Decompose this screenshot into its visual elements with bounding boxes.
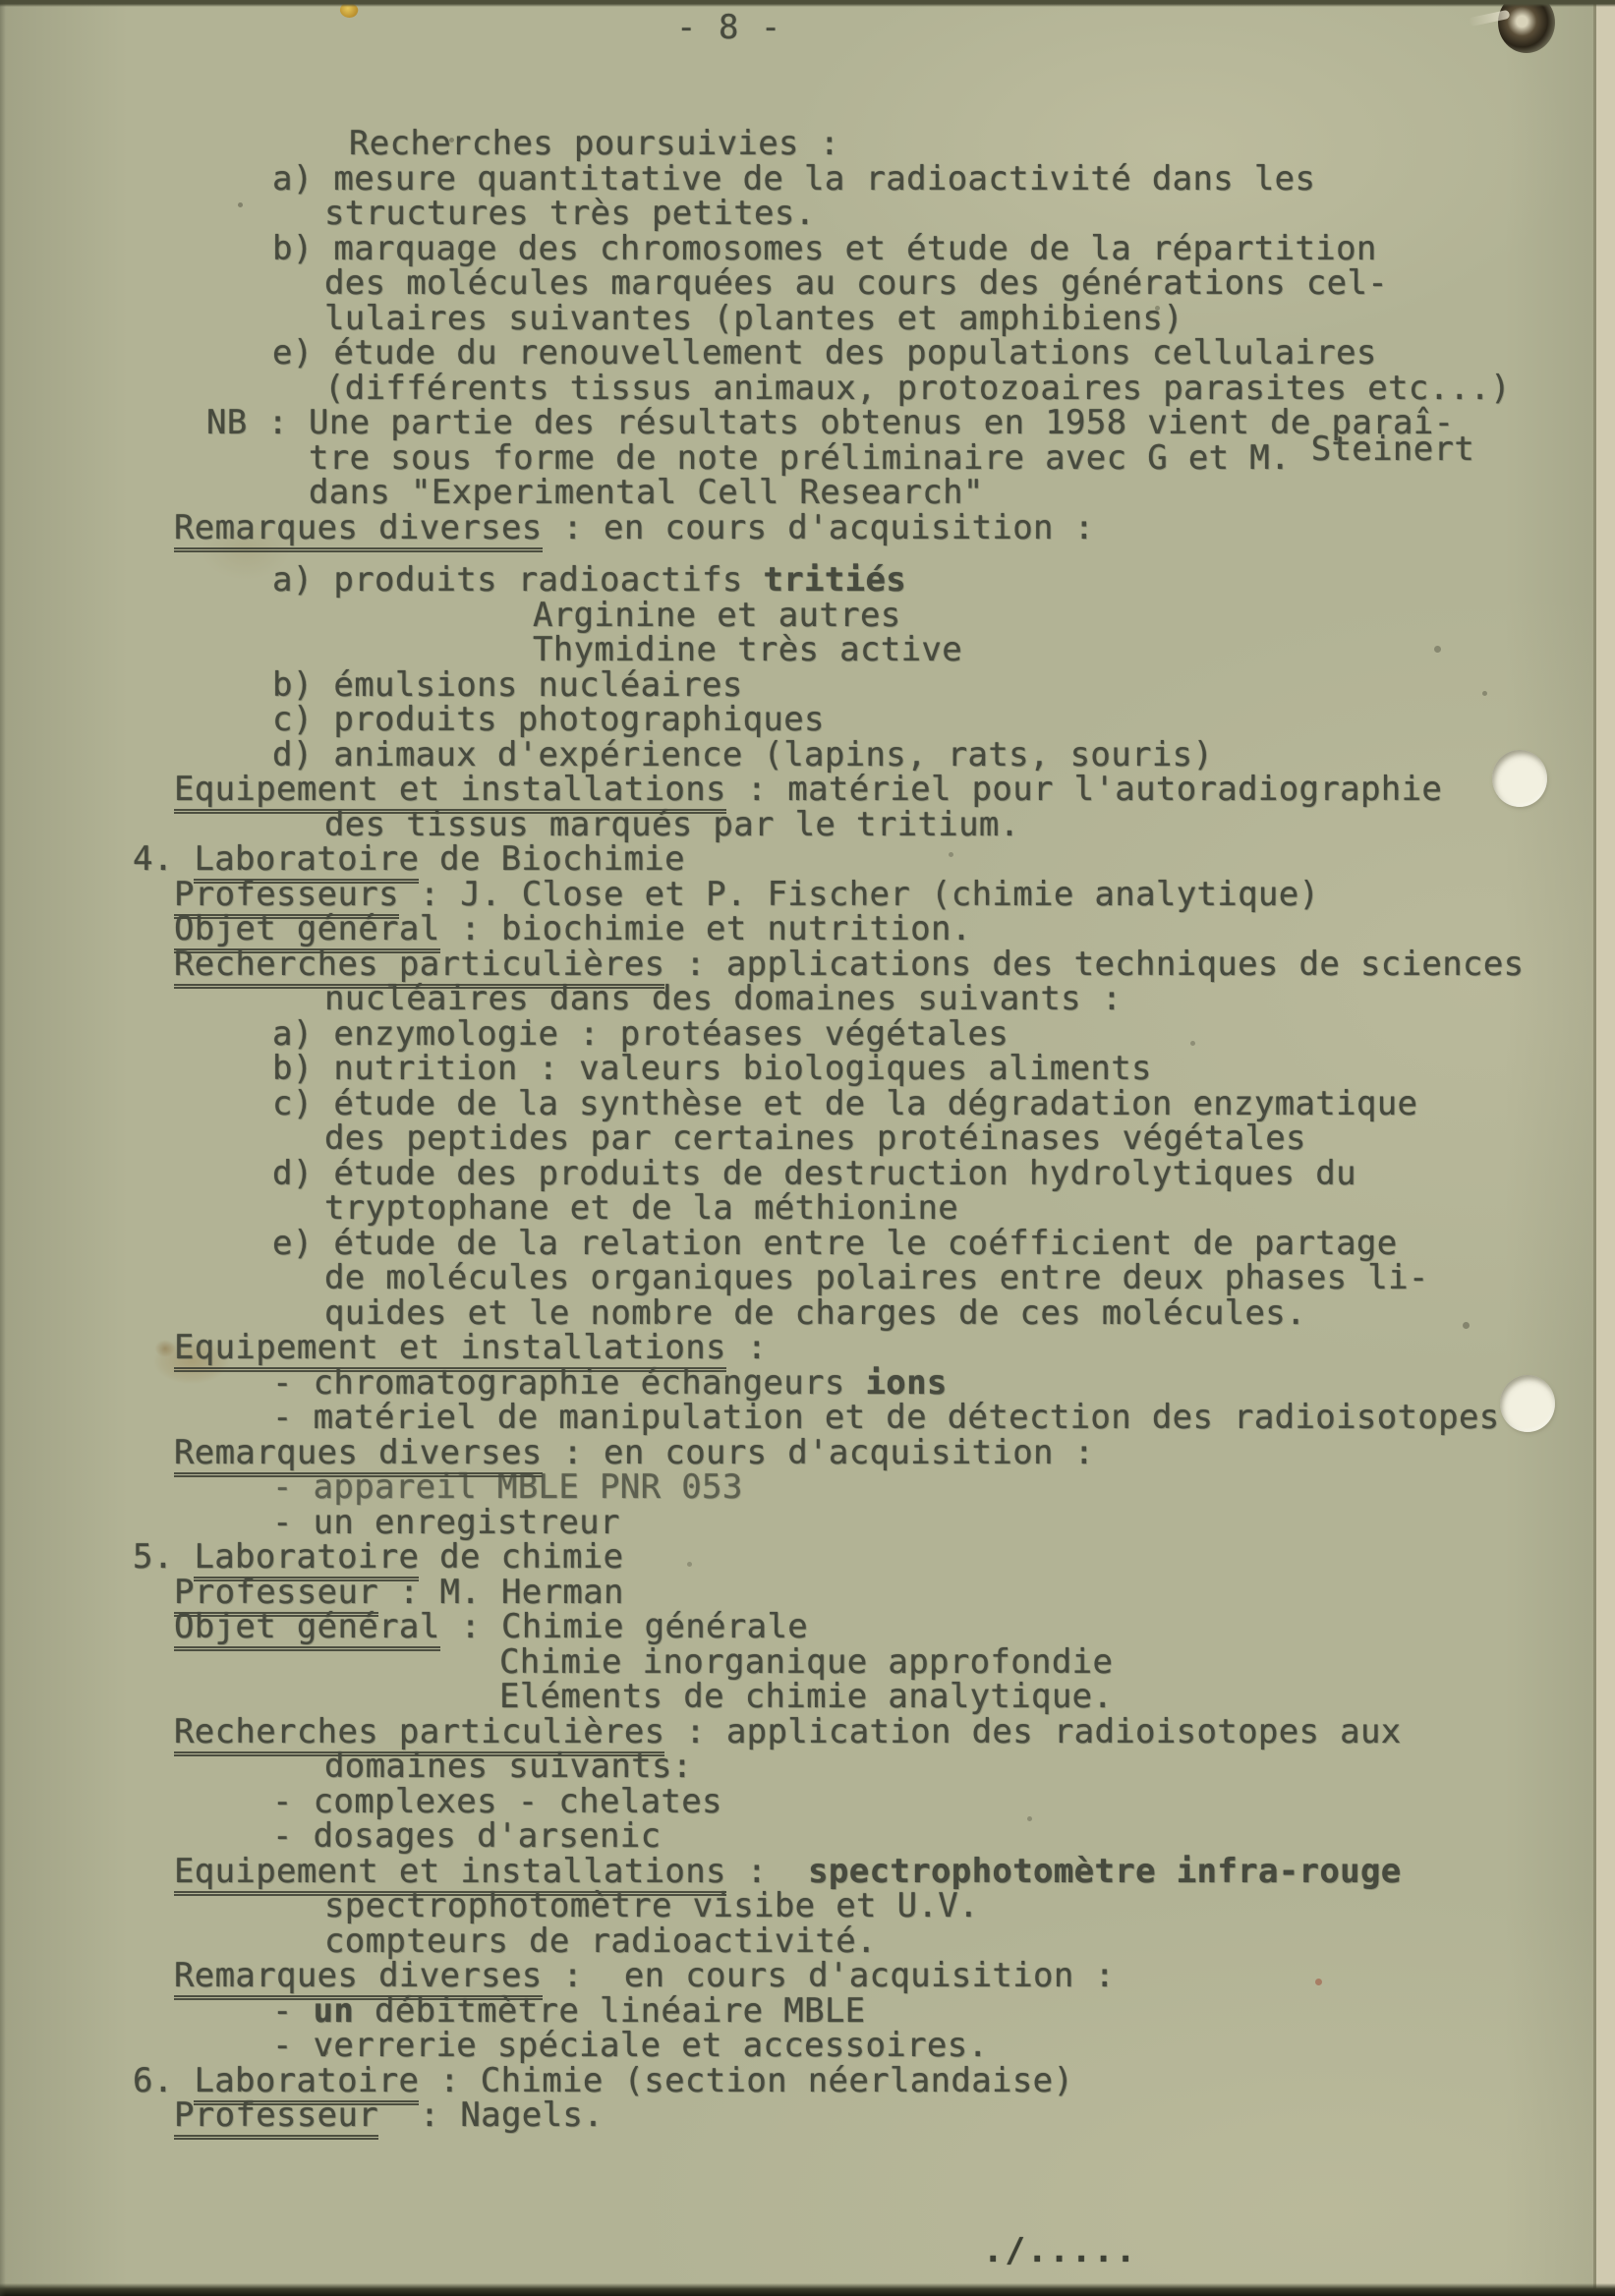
text-line: b) nutrition : valeurs biologiques aliments — [272, 1049, 1152, 1088]
heading-underlined: Remarques diverses — [174, 508, 543, 552]
text-line — [174, 1328, 1593, 1367]
text-segment: : en cours d'acquisition : — [542, 507, 1095, 547]
text-segment: : biochimie et nutrition. — [439, 909, 972, 948]
staple-mark — [1498, 0, 1555, 53]
text-line: dans "Experimental Cell Research" — [309, 473, 984, 512]
heading-underlined: Professeur — [174, 1573, 378, 1617]
text-line — [174, 770, 1593, 809]
heading-underlined: Laboratoire — [194, 839, 419, 884]
text-line: lulaires suivantes (plantes et amphibiens) — [324, 298, 1184, 338]
text-line: NB : Une partie des résultats obtenus en 1958 vient de paraî- — [206, 403, 1455, 442]
heading-underlined: Objet général — [174, 1607, 440, 1651]
text-line: - complexes - chelates — [272, 1781, 722, 1821]
text-segment: : en cours d'acquisition : — [542, 1956, 1116, 1995]
heading-underlined: Recherches particulières — [174, 945, 664, 989]
text-line — [272, 560, 1593, 600]
heading-underlined: Equipement et installations — [174, 770, 726, 814]
heading-underlined: Recherches particulières — [174, 1712, 664, 1756]
text-line: - matériel de manipulation et de détection des radioisotopes — [272, 1398, 1500, 1437]
text-line — [272, 1990, 1593, 2031]
text-line: des peptides par certaines protéinases végétales — [324, 1119, 1306, 1158]
punch-hole-top — [1492, 750, 1547, 807]
page-edge-left — [0, 0, 6, 2296]
heading-underlined: Professeur — [174, 2095, 378, 2140]
text-line: a) enzymologie : protéases végétales — [272, 1013, 1009, 1054]
text-line: d) animaux d'expérience (lapins, rats, souris) — [272, 734, 1214, 775]
text-line: Eléments de chimie analytique. — [499, 1677, 1114, 1716]
text-line — [174, 1711, 1593, 1751]
text-line — [133, 839, 1593, 879]
heading-underlined: Remarques diverses — [174, 1433, 543, 1477]
text-segment: : Chimie générale — [439, 1607, 809, 1646]
list-number: 6. — [133, 2060, 195, 2100]
heading-underlined: Laboratoire — [194, 2061, 419, 2105]
text-segment: : M. Herman — [378, 1572, 624, 1612]
text-line — [174, 874, 1593, 914]
text-line — [174, 1572, 1593, 1612]
text-line: des tissus marqués par le tritium. — [324, 804, 1020, 844]
text-line — [174, 944, 1593, 984]
text-line: tryptophane et de la méthionine — [324, 1188, 959, 1228]
heading-underlined: Remarques diverses — [174, 1956, 543, 2000]
text-segment: a) produits radioactifs — [272, 560, 764, 600]
text-line: e) étude de la relation entre le coéfficient de partage — [272, 1223, 1398, 1263]
text-line — [133, 1537, 1593, 1577]
text-line: e) étude du renouvellement des populations cellulaires — [272, 333, 1377, 373]
page-edge-top — [0, 0, 1615, 7]
bold-text: un — [313, 1990, 355, 2031]
text-line: domaines suivants: — [324, 1747, 693, 1786]
text-line: Thymidine très active — [533, 630, 963, 669]
text-line: c) produits photographiques — [272, 700, 825, 739]
text-line — [174, 2095, 1593, 2135]
text-line: spectrophotomètre visibe et U.V. — [324, 1886, 979, 1925]
text-segment: : applications des techniques de sciences — [664, 944, 1525, 984]
text-segment: de chimie — [419, 1537, 624, 1577]
text-line: de molécules organiques polaires entre deux phases li- — [324, 1258, 1429, 1297]
continuation-mark: ./..... — [983, 2231, 1138, 2270]
text-line: compteurs de radioactivité. — [324, 1921, 877, 1961]
text-line — [174, 909, 1593, 948]
text-line: - un enregistreur — [272, 1502, 620, 1542]
text-line: b) émulsions nucléaires — [272, 664, 743, 705]
text-line — [272, 1362, 1593, 1403]
list-number: 4. — [133, 839, 195, 879]
text-segment: : Nagels. — [378, 2095, 605, 2135]
text-line: des molécules marquées au cours des générations cel- — [324, 263, 1389, 303]
text-line: quides et le nombre de charges de ces molécules. — [324, 1292, 1306, 1333]
text-line — [174, 1607, 1593, 1646]
text-line: Chimie inorganique approfondie — [499, 1641, 1114, 1682]
text-line: c) étude de la synthèse et de la dégradation enzymatique — [272, 1083, 1418, 1123]
text-line — [174, 507, 1593, 547]
text-line — [174, 1851, 1593, 1891]
typewritten-text-block — [0, 124, 1593, 2135]
text-line: d) étude des produits de destruction hydrolytiques du — [272, 1153, 1356, 1193]
text-segment: : Chimie (section néerlandaise) — [419, 2060, 1074, 2100]
text-line: - verrerie spéciale et accessoires. — [272, 2026, 989, 2065]
text-line: Recherches poursuivies : — [349, 124, 840, 163]
text-segment: débitmètre linéaire MBLE — [354, 1990, 866, 2031]
text-segment: de Biochimie — [419, 839, 685, 879]
bold-text: ions — [865, 1362, 948, 1403]
text-segment: : matériel pour l'autoradiographie — [725, 770, 1443, 809]
bold-text: spectrophotomètre infra-rouge — [808, 1851, 1402, 1891]
text-segment: : — [725, 1851, 809, 1891]
text-segment: : — [725, 1328, 768, 1367]
heading-underlined: Professeurs — [174, 875, 399, 919]
list-number: 5. — [133, 1537, 195, 1577]
text-line: nucléaires dans des domaines suivants : — [324, 979, 1123, 1018]
bold-text: tritiés — [763, 560, 907, 600]
text-segment: - chromatographie échangeurs — [272, 1362, 866, 1403]
text-line — [174, 1432, 1593, 1472]
text-segment: tre sous forme de note préliminaire avec G et M. — [309, 437, 1311, 478]
text-line — [133, 2060, 1593, 2100]
heading-underlined: Laboratoire — [194, 1537, 419, 1581]
text-segment: - — [272, 1990, 314, 2031]
text-line: (différents tissus animaux, protozoaires parasites etc...) — [324, 368, 1511, 408]
page-edge-bottom — [0, 2283, 1615, 2296]
text-line — [174, 1956, 1593, 1995]
heading-underlined: Objet général — [174, 909, 440, 953]
text-line: Arginine et autres — [533, 595, 901, 635]
heading-underlined: Equipement et installations — [174, 1852, 726, 1896]
punch-hole-bottom — [1500, 1375, 1555, 1432]
text-line: a) mesure quantitative de la radioactivité dans les — [272, 158, 1316, 199]
text-line: b) marquage des chromosomes et étude de la répartition — [272, 228, 1377, 268]
text-segment: : en cours d'acquisition : — [542, 1432, 1095, 1472]
text-line: structures très petites. — [324, 194, 816, 233]
text-line: - dosages d'arsenic — [272, 1816, 662, 1856]
text-segment: : application des radioisotopes aux — [664, 1711, 1402, 1751]
page-number: - 8 - — [676, 8, 782, 47]
text-segment: : J. Close et P. Fischer (chimie analytique) — [398, 874, 1320, 914]
heading-underlined: Equipement et installations — [174, 1328, 726, 1372]
raised-text: Steinert — [1310, 429, 1475, 469]
text-line: - appareil MBLE PNR 053 — [272, 1467, 743, 1507]
text-line — [309, 429, 1593, 478]
